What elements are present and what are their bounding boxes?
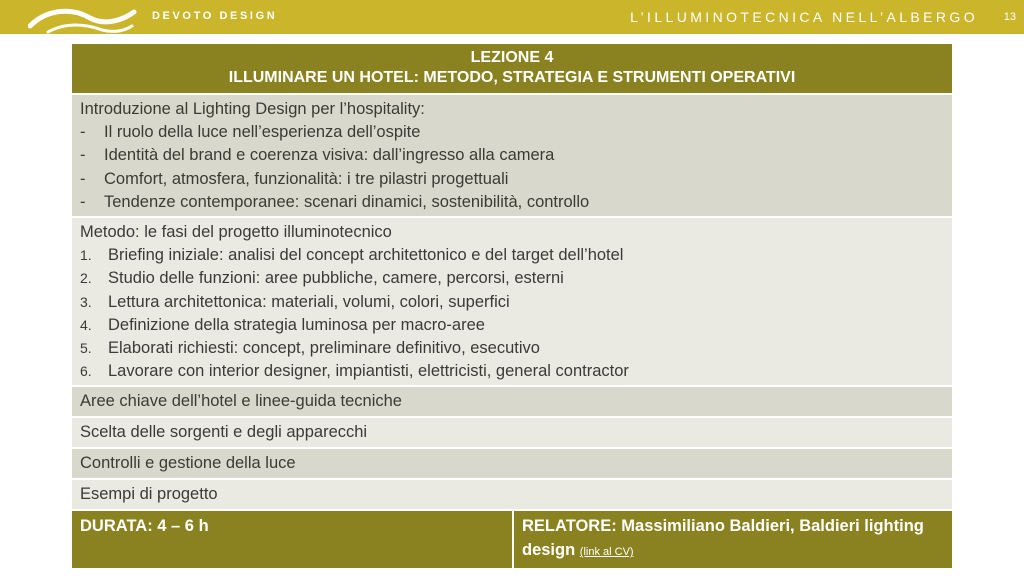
list-item-text: Briefing iniziale: analisi del concept architettonico e del target dell’hotel	[108, 246, 624, 265]
table-row	[72, 218, 952, 385]
list-item-text: Il ruolo della luce nell’esperienza dell’ospite	[104, 123, 421, 142]
document-title: L’ILLUMINOTECNICA NELL’ALBERGO	[630, 9, 978, 25]
lesson-number: LEZIONE 4	[470, 49, 554, 66]
list-item	[80, 244, 944, 267]
table-footer-row	[72, 511, 952, 568]
list-item-text: Lavorare con interior designer, impiantisti, elettricisti, general contractor	[108, 362, 629, 381]
table-row	[72, 418, 952, 447]
item-number: 2.	[80, 270, 92, 287]
table-row	[72, 449, 952, 478]
item-number: 3.	[80, 293, 92, 310]
item-number: 1.	[80, 247, 92, 264]
list-item	[80, 337, 944, 360]
list-item-text: Comfort, atmosfera, funzionalità: i tre pilastri progettuali	[104, 169, 509, 188]
duration-cell	[72, 511, 512, 568]
list-item	[80, 267, 944, 290]
speaker-cell	[512, 511, 952, 568]
bullet-dash: -	[80, 192, 86, 211]
duration-text: DURATA: 4 – 6 h	[80, 517, 209, 536]
top-band	[0, 0, 1024, 34]
lesson-subtitle: ILLUMINARE UN HOTEL: METODO, STRATEGIA E STRUMENTI OPERATIVI	[228, 69, 796, 86]
section-introduction	[72, 95, 952, 216]
list-item-text: Lettura architettonica: materiali, volumi, colori, superfici	[108, 292, 510, 311]
list-item	[80, 360, 944, 383]
list-item-text: Identità del brand e coerenza visiva: dall’ingresso alla camera	[104, 146, 555, 165]
brand-name: DEVOTO DESIGN	[152, 10, 278, 22]
cv-link[interactable]: (link al CV)	[579, 546, 634, 559]
row-examples: Esempi di progetto	[72, 480, 952, 509]
page-number: 13	[1003, 11, 1016, 23]
bullet-dash: -	[80, 123, 86, 142]
list-item	[80, 168, 944, 191]
lesson-table	[72, 42, 952, 570]
section-method	[72, 218, 952, 385]
speaker-text: RELATORE: Massimiliano Baldieri, Baldieri lighting design	[522, 517, 924, 560]
list-item	[80, 314, 944, 337]
list-item-text: Elaborati richiesti: concept, preliminare definitivo, esecutivo	[108, 339, 540, 358]
table-row	[72, 387, 952, 416]
row-key-areas: Aree chiave dell’hotel e linee-guida tecniche	[72, 387, 952, 416]
row-controls: Controlli e gestione della luce	[72, 449, 952, 478]
table-header-row	[72, 44, 952, 93]
list-item-text: Definizione della strategia luminosa per macro-aree	[108, 315, 485, 334]
table-row	[72, 95, 952, 216]
section-title: Metodo: le fasi del progetto illuminotecnico	[80, 223, 392, 242]
list-item	[80, 121, 944, 144]
list-item-text: Tendenze contemporanee: scenari dinamici, sostenibilità, controllo	[104, 192, 590, 211]
bullet-dash: -	[80, 169, 86, 188]
table-row	[72, 480, 952, 509]
list-item	[80, 191, 944, 214]
section-title: Introduzione al Lighting Design per l’hospitality:	[80, 100, 425, 118]
item-number: 5.	[80, 340, 92, 357]
list-item	[80, 291, 944, 314]
wave-logo-icon	[28, 2, 138, 34]
list-item	[80, 144, 944, 167]
bullet-dash: -	[80, 146, 86, 165]
item-number: 4.	[80, 316, 92, 333]
item-number: 6.	[80, 363, 92, 380]
list-item-text: Studio delle funzioni: aree pubbliche, camere, percorsi, esterni	[108, 269, 564, 288]
lesson-header	[72, 44, 952, 93]
row-sources: Scelta delle sorgenti e degli apparecchi	[72, 418, 952, 447]
